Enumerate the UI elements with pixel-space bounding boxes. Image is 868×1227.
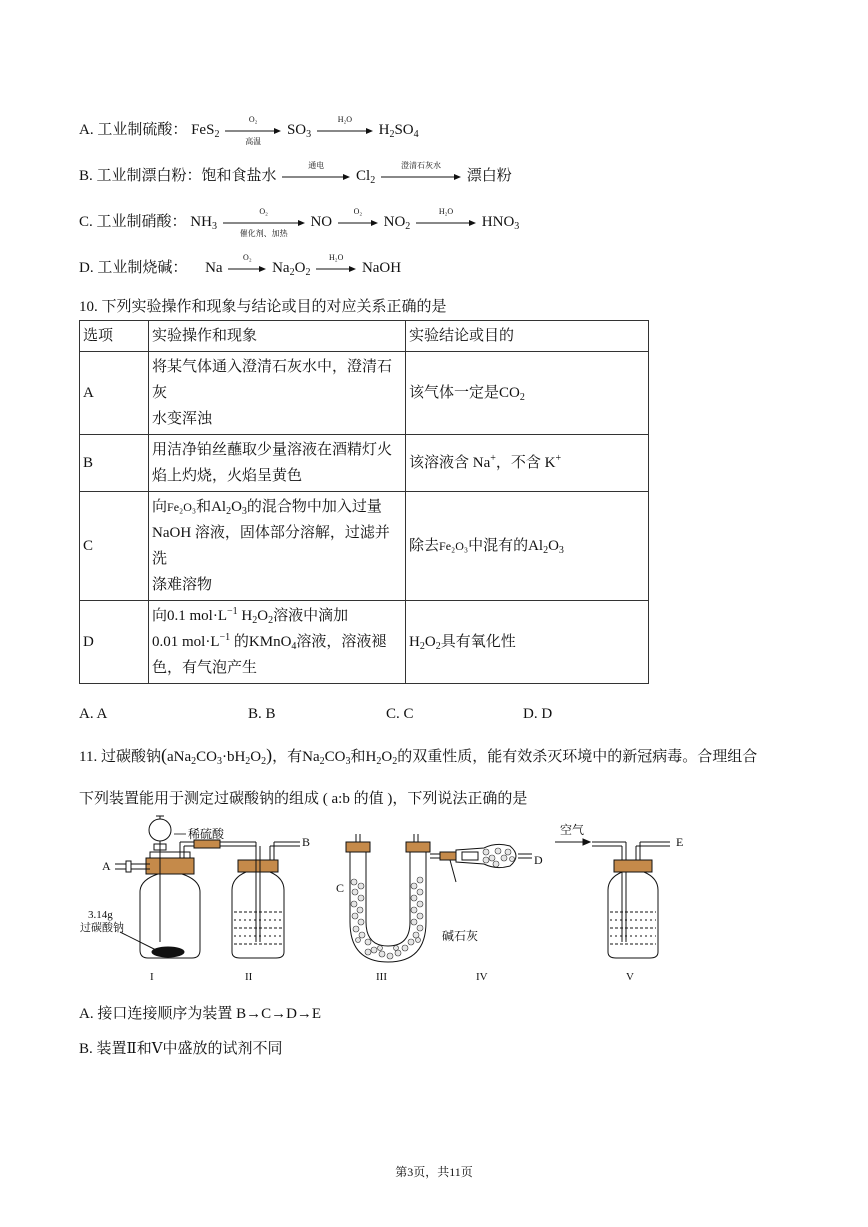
table-cell [149, 352, 406, 435]
subscript: 2 [519, 392, 525, 403]
q9-option-a [79, 114, 419, 146]
label-dilute-sulfuric-acid: 稀硫酸 [188, 827, 225, 841]
q11-stem-line1: 11. 过碳酸钠$(aNa_2CO_3\cdot bH_2O_2)$，有$Na_2CO_3$和$H_2O_2$的双重性质，能有效杀灭环境中的新冠病毒。合理组合 [79, 745, 758, 767]
formula: Na [302, 749, 320, 765]
arrow-condition: 高温 [245, 136, 262, 146]
superscript: + [490, 453, 496, 464]
arrow-condition: O₂ [243, 252, 252, 262]
formula: ·bH [221, 749, 246, 765]
table-row [80, 492, 649, 601]
subscript: 2 [392, 756, 398, 767]
formula: NO [383, 214, 406, 230]
q9-option-d [79, 252, 402, 278]
cell-line [152, 603, 402, 629]
formula: O [231, 499, 242, 515]
cell-text: 的 [233, 634, 249, 650]
q9-option-c [79, 206, 520, 238]
formula: HNO [481, 214, 515, 230]
label-a: A [102, 859, 111, 873]
subscript: 3 [211, 221, 217, 232]
formula: H [365, 749, 377, 765]
arrow-condition: H₂O [337, 114, 353, 124]
apparatus-figure [70, 812, 720, 987]
apparatus-i [115, 816, 256, 958]
cell-text: 的混合物中加入过量 [246, 499, 382, 515]
subscript: 2 [245, 756, 251, 767]
label-e: E [676, 835, 684, 849]
cell-text: ，不含 [495, 455, 541, 471]
label-c: C [336, 881, 345, 895]
label-soda-lime: 碱石灰 [442, 929, 479, 943]
table-header: 实验结论或目的 [406, 321, 649, 352]
subscript: 3 [345, 756, 351, 767]
label-b: B [302, 835, 311, 849]
q10-choice-d: D. D [523, 706, 553, 722]
label-iv: IV [476, 971, 488, 983]
arrow-condition: 澄清石灰水 [400, 160, 441, 170]
cell-text: 中混有的 [468, 538, 529, 554]
cell-text: 除去 [409, 538, 440, 554]
reaction-arrow [338, 206, 378, 230]
q9-option-a-label: A. 工业制硫酸： [79, 122, 188, 138]
table-cell [406, 601, 649, 684]
reaction-arrow [381, 160, 461, 184]
stem-text: ，有 [272, 749, 303, 765]
cell-text: NaOH 溶液，固体部分溶解，过滤并洗 [152, 525, 390, 567]
label-i: I [150, 971, 154, 983]
cell-text: 用洁净铂丝蘸取少量溶液在酒精灯火 [152, 442, 393, 458]
stem-text: 和 [350, 749, 366, 765]
table-row [80, 601, 649, 684]
q9-option-b-label: B. 工业制漂白粉：饱和食盐水 [79, 168, 277, 184]
q10-table [79, 320, 649, 684]
table-header: 实验操作和现象 [149, 321, 406, 352]
apparatus-v [555, 839, 670, 958]
page-footer: 第3页，共11页 [395, 1165, 473, 1179]
formula: SO [286, 122, 307, 138]
subscript: 2 [389, 129, 395, 140]
formula: O [381, 749, 393, 765]
formula: CO [324, 749, 346, 765]
subscript: 2 [370, 175, 376, 186]
arrow-condition: H₂O [438, 206, 454, 216]
cell-text: 色，有气泡产生 [152, 660, 258, 676]
reaction-arrow [282, 160, 350, 184]
cell-text: 和 [196, 499, 212, 515]
formula: K [544, 455, 556, 471]
label-mass: 3.14g [88, 909, 113, 921]
q9-option-c-label: C. 工业制硝酸： [79, 214, 187, 230]
apparatus-iii [346, 834, 440, 962]
table-cell [406, 352, 649, 435]
reaction-arrow [416, 206, 476, 230]
subscript: 4 [413, 129, 419, 140]
formula: Na [272, 260, 290, 276]
arrow-condition: H₂O [329, 252, 344, 262]
subscript: 2 [543, 545, 549, 556]
formula: H [409, 634, 420, 650]
superscript: −1 [219, 632, 231, 643]
stem-text: 11. 过碳酸钠 [79, 749, 161, 765]
reaction-arrow [317, 114, 373, 138]
formula: FeS [191, 122, 215, 138]
formula: Cl [356, 168, 371, 184]
formula: 0.01 mol·L [152, 634, 220, 650]
superscript: −1 [227, 606, 238, 617]
q10-choice-c: C. C [386, 706, 414, 722]
cell-line [152, 494, 402, 520]
table-cell: D [80, 601, 149, 684]
cell-text: 水变浑浊 [152, 411, 213, 427]
formula: O [424, 634, 436, 650]
subscript: 3 [306, 129, 312, 140]
arrow-condition: O₂ [248, 114, 258, 124]
subscript: 2 [214, 129, 220, 140]
formula: NO [310, 214, 333, 230]
cell-text: 该溶液含 [409, 455, 470, 471]
q10-choice-b: B. B [248, 706, 276, 722]
table-header-row [80, 321, 649, 352]
table-cell [149, 492, 406, 601]
subscript: 3 [241, 506, 247, 517]
table-cell [149, 601, 406, 684]
formula: Al [211, 499, 227, 515]
formula: CO [499, 385, 520, 401]
stem-text: 的双重性质，能有效杀灭环境中的新冠病毒。合理组合 [397, 749, 758, 765]
formula: NH [190, 214, 212, 230]
arrow-condition: 通电 [308, 160, 325, 170]
table-cell [406, 492, 649, 601]
arrow-condition: O₂ [353, 206, 363, 216]
apparatus-ii [232, 842, 300, 958]
label-d: D [534, 853, 543, 867]
table-cell: A [80, 352, 149, 435]
table-cell: B [80, 435, 149, 492]
formula: Fe₂O₃ [439, 539, 469, 553]
q9-option-d-label: D. 工业制烧碱： [79, 260, 188, 276]
cell-line [152, 629, 402, 655]
cell-text: 向 [152, 499, 168, 515]
formula: O [294, 260, 306, 276]
cell-text: 溶液，溶液褪 [296, 634, 387, 650]
q10-choice-a: A. A [79, 706, 108, 722]
apparatus-iv [440, 844, 532, 882]
subscript: 2 [261, 756, 267, 767]
subscript: 4 [291, 641, 297, 652]
reaction-arrow [316, 252, 356, 276]
subscript: 2 [191, 756, 197, 767]
reaction-arrow [223, 206, 305, 238]
cell-text: 将某气体通入澄清石灰水中，澄清石灰 [152, 359, 393, 401]
label-ii: II [245, 971, 253, 983]
subscript: 2 [319, 756, 325, 767]
formula: aNa [166, 749, 192, 765]
arrow-condition: O₂ [259, 206, 268, 216]
reaction-arrow [225, 114, 281, 146]
product: 漂白粉 [466, 168, 512, 184]
formula: 0.1 mol·L [167, 608, 228, 624]
cell-text: 具有氧化性 [440, 634, 516, 650]
cell-text: 焰上灼烧，火焰呈黄色 [152, 468, 303, 484]
subscript: 3 [216, 756, 222, 767]
label-sample: 过碳酸钠 [80, 922, 124, 934]
cell-text: 溶液中滴加 [273, 608, 349, 624]
subscript: 2 [226, 506, 232, 517]
subscript: 2 [305, 267, 311, 278]
subscript: 2 [376, 756, 382, 767]
formula: Al [528, 538, 544, 554]
formula: KMnO [248, 634, 292, 650]
formula: H [241, 608, 253, 624]
subscript: 2 [435, 641, 441, 652]
formula: Na [472, 455, 491, 471]
formula: H [378, 122, 390, 138]
subscript: 2 [419, 641, 425, 652]
formula: O [257, 608, 269, 624]
cell-text: 该气体一定是 [409, 385, 500, 401]
formula: Fe₂O₃ [167, 500, 197, 514]
table-cell: C [80, 492, 149, 601]
formula: O [250, 749, 262, 765]
table-row [80, 435, 649, 492]
arrow-condition: 催化剂、加热 [239, 228, 288, 238]
label-air: 空气 [560, 823, 585, 837]
label-v: V [626, 971, 634, 983]
formula: Na [205, 260, 223, 276]
subscript: 3 [514, 221, 520, 232]
subscript: 2 [289, 267, 295, 278]
label-iii: III [376, 971, 387, 983]
subscript: 3 [558, 545, 564, 556]
subscript: 2 [252, 615, 258, 626]
formula: NaOH [361, 260, 402, 276]
q9-option-b [79, 160, 512, 186]
table-cell [406, 435, 649, 492]
cell-text: 涤难溶物 [152, 577, 213, 593]
q11-option-a: A. 接口连接顺序为装置 B→C→D→E [79, 1006, 322, 1022]
reaction-arrow [228, 252, 266, 276]
formula: SO [394, 122, 414, 138]
cell-text: 向 [152, 608, 168, 624]
superscript: + [555, 453, 562, 464]
formula: CO [196, 749, 217, 765]
formula: O [548, 538, 559, 554]
subscript: 2 [268, 615, 274, 626]
table-row [80, 352, 649, 435]
table-cell [149, 435, 406, 492]
q11-stem-line2: 下列装置能用于测定过碳酸钠的组成 ( a:b 的值 )，下列说法正确的是 [79, 791, 528, 807]
q11-option-b: B. 装置Ⅱ和Ⅴ中盛放的试剂不同 [79, 1041, 283, 1057]
table-header: 选项 [80, 321, 149, 352]
subscript: 2 [405, 221, 411, 232]
q10-stem: 10. 下列实验操作和现象与结论或目的对应关系正确的是 [79, 299, 447, 315]
